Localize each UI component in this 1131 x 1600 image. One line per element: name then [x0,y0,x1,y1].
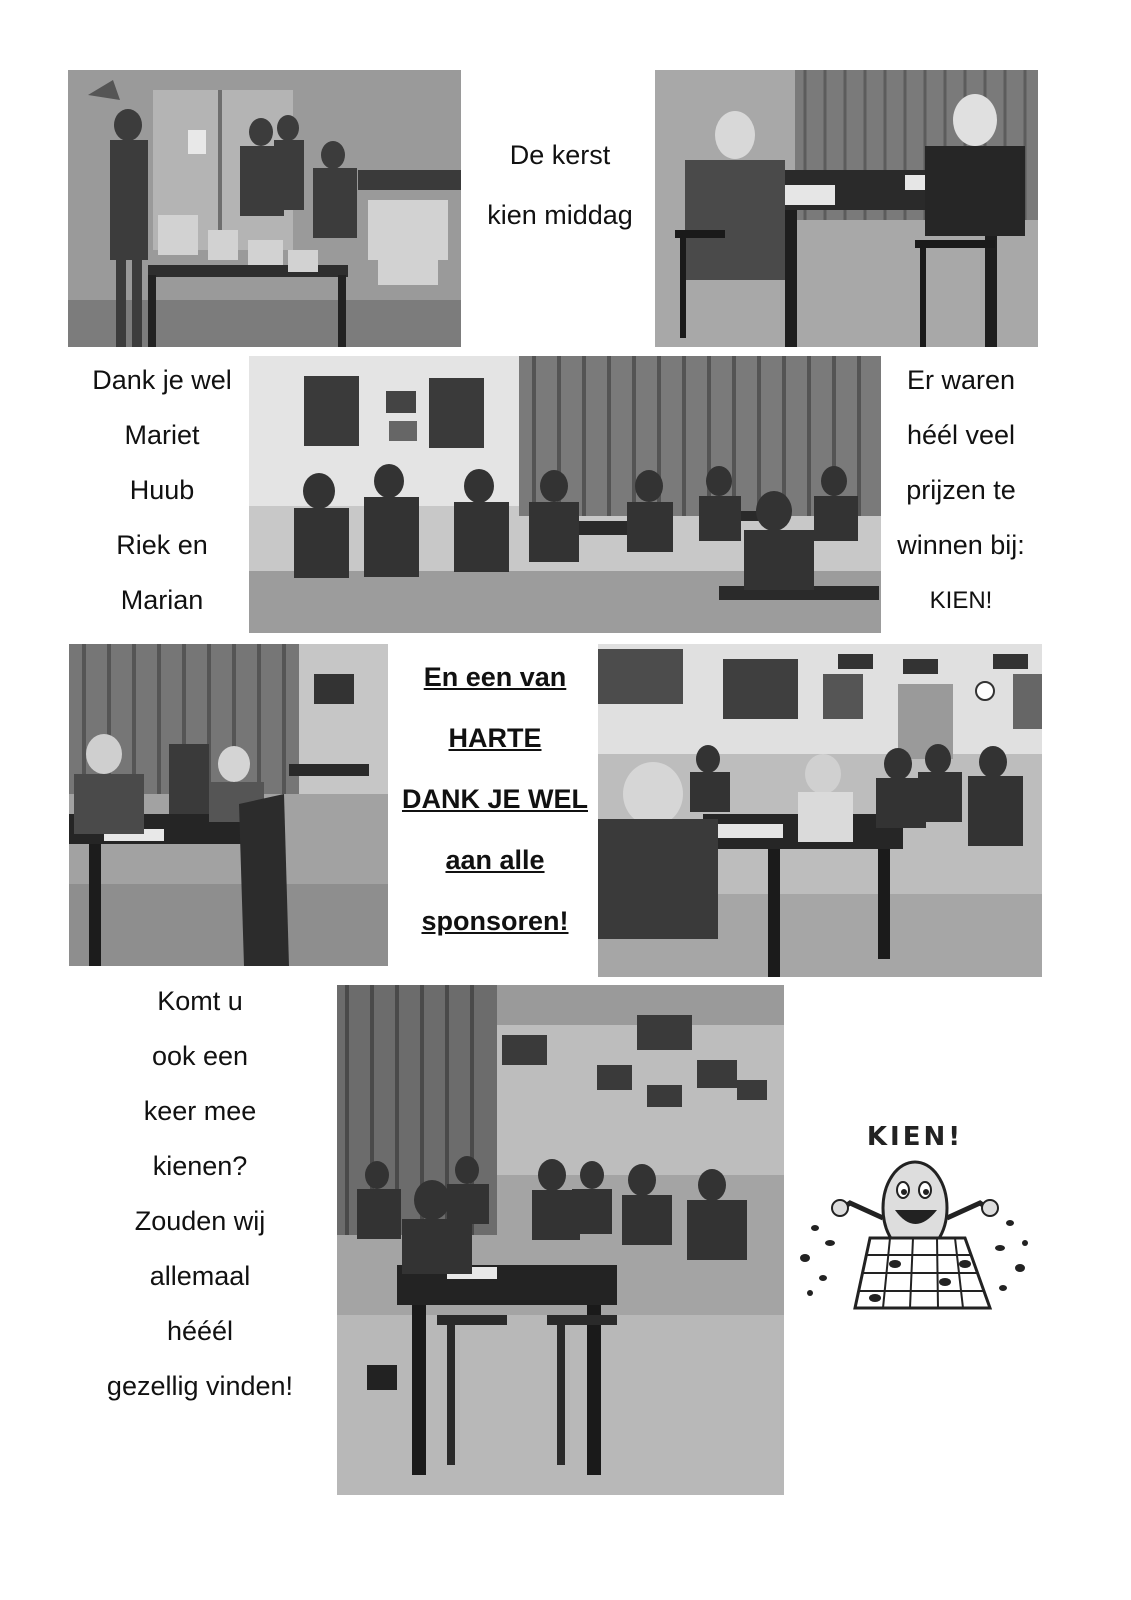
photo-hall-overview [337,985,784,1495]
invite-line-1: Komt u [157,986,243,1016]
photo-corner-table [69,644,388,966]
photo-hall-players-wide [249,356,881,633]
invite-block [100,974,300,1414]
invite-line-8: gezellig vinden! [106,1371,294,1401]
prizes-line-3: prijzen te [906,475,1016,505]
thanks-block [88,353,236,628]
prizes-line-5: KIEN! [929,587,993,614]
kien-logo-text: KIEN! [866,1122,964,1152]
kien-logo [795,1118,1035,1318]
kien-mascot-icon [795,1118,1035,1318]
invite-line-2: ook een [151,1041,249,1071]
prizes-line-2: héél veel [906,420,1016,450]
thanks-line-4: Riek en [116,530,208,560]
photo-gift-table [68,70,461,347]
sponsor-line-2: HARTE [448,723,542,753]
prizes-block [885,353,1037,628]
invite-line-6: allemaal [149,1261,251,1291]
invite-line-7: hééél [166,1316,234,1346]
sponsor-line-5: sponsoren! [421,906,569,936]
thanks-line-3: Huub [129,475,195,505]
thanks-line-1: Dank je wel [92,365,232,395]
photo-two-women-table [655,70,1038,347]
sponsor-line-3: DANK JE WEL [401,784,588,814]
title-line-2: kien middag [487,200,633,230]
invite-line-5: Zouden wij [134,1206,266,1236]
photo-hall-with-paintings [598,644,1042,977]
sponsor-line-1: En een van [423,662,567,692]
sponsor-line-4: aan alle [445,845,545,875]
title-block [465,125,655,245]
prizes-line-4: winnen bij: [897,530,1025,560]
prizes-line-1: Er waren [906,365,1016,395]
thanks-line-2: Mariet [124,420,200,450]
sponsor-block [395,647,595,952]
invite-line-4: kienen? [152,1151,248,1181]
thanks-line-5: Marian [120,585,204,615]
title-line-1: De kerst [509,140,611,170]
invite-line-3: keer mee [143,1096,257,1126]
